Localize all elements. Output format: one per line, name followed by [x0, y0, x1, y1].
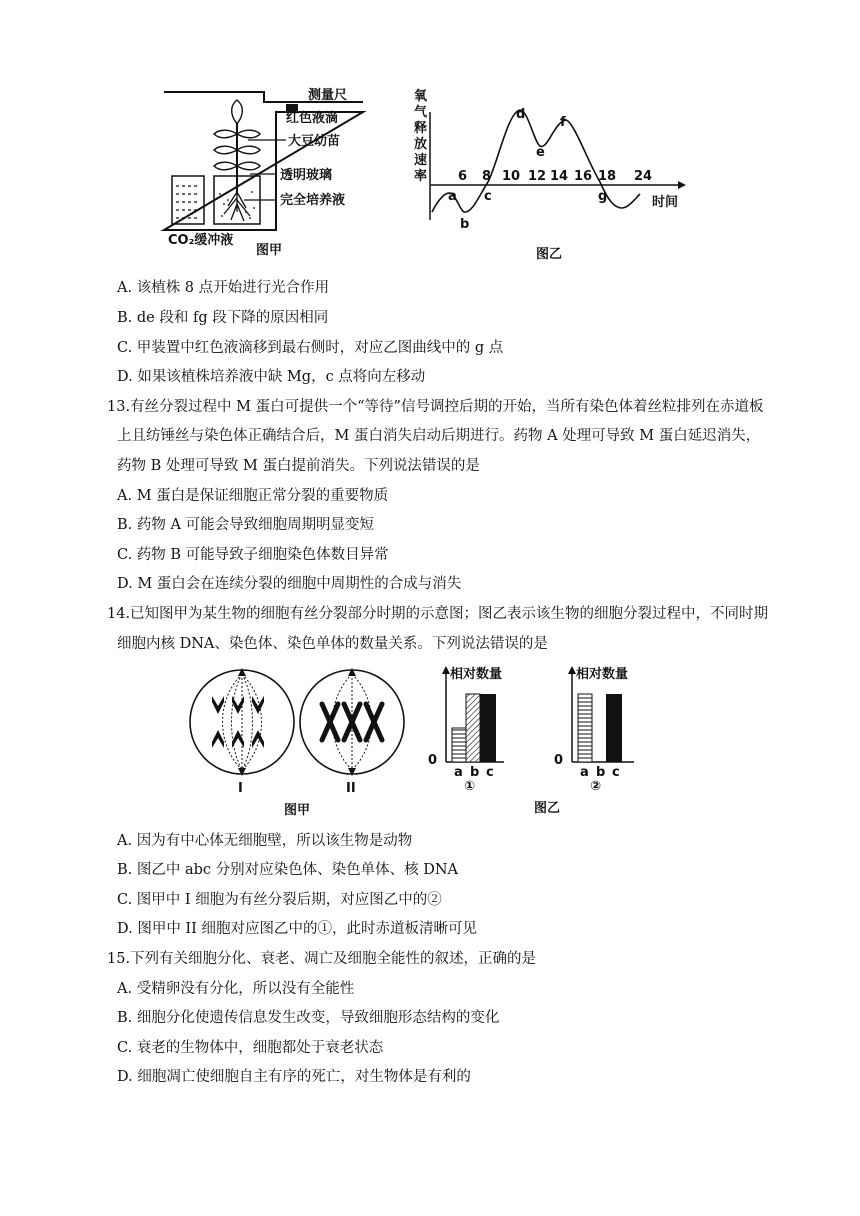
point-b: b [460, 217, 470, 232]
point-f: f [560, 115, 566, 130]
caption-jia: 图甲 [256, 243, 283, 257]
chart2-letter-c: c [612, 765, 620, 780]
tick-10: 10 [502, 169, 521, 184]
yaxis-label [414, 88, 428, 184]
tick-18: 18 [598, 169, 617, 184]
oxygen-curve [432, 110, 640, 212]
chart2-ylabel: 相对数量 [576, 667, 629, 682]
cell-label-ii: II [346, 781, 356, 796]
tick-24: 24 [634, 169, 653, 184]
label-culture: 完全培养液 [280, 193, 346, 208]
label-glass: 透明玻璃 [280, 168, 333, 183]
q13-stem-line-1: 13.有丝分裂过程中 M 蛋白可提供一个“等待”信号调控后期的开始，当所有染色体着丝粒排列在赤道板 [107, 399, 764, 415]
tick-12: 12 [528, 169, 547, 184]
caption-yi: 图乙 [536, 247, 563, 262]
chart1-ylabel: 相对数量 [450, 667, 503, 682]
chart2-letter-b: b [596, 765, 606, 780]
q13-option-d[interactable]: D. M 蛋白会在连续分裂的细胞中周期性的合成与消失 [117, 576, 462, 592]
q13-option-c[interactable]: C. 药物 B 可能导致子细胞染色体数目异常 [117, 547, 389, 563]
q12-option-c[interactable]: C. 甲装置中红色液滴移到最右侧时，对应乙图曲线中的 g 点 [117, 340, 504, 356]
point-g: g [598, 189, 608, 204]
q15-option-a[interactable]: A. 受精卵没有分化，所以没有全能性 [117, 981, 355, 997]
q14-option-d[interactable]: D. 图甲中 II 细胞对应图乙中的①，此时赤道板清晰可见 [117, 921, 477, 937]
q12-option-a[interactable]: A. 该植株 8 点开始进行光合作用 [117, 280, 330, 296]
q14-option-a[interactable]: A. 因为有中心体无细胞壁，所以该生物是动物 [117, 833, 413, 849]
label-buffer: CO₂缓冲液 [168, 233, 234, 248]
q15-option-b[interactable]: B. 细胞分化使遗传信息发生改变，导致细胞形态结构的变化 [117, 1010, 500, 1026]
chart2-zero: 0 [554, 753, 564, 768]
q12-option-b[interactable]: B. de 段和 fg 段下降的原因相同 [117, 310, 329, 326]
chart1-letter-a: a [454, 765, 463, 780]
point-e: e [536, 145, 545, 160]
chart2-bar-a [578, 694, 592, 762]
label-seedling: 大豆幼苗 [288, 134, 341, 149]
q14-stem-line-1: 14.已知图甲为某生物的细胞有丝分裂部分时期的示意图；图乙表示该生物的细胞分裂过程中，不同时期 [107, 606, 769, 622]
chart1-bar-a [452, 728, 466, 762]
label-droplet: 红色液滴 [286, 111, 339, 126]
q14-option-b[interactable]: B. 图乙中 abc 分别对应染色体、染色单体、核 DNA [117, 862, 459, 878]
label-ruler: 测量尺 [308, 88, 348, 103]
chart2-num: ② [590, 779, 602, 794]
point-d: d [516, 107, 526, 122]
q12-option-d[interactable]: D. 如果该植株培养液中缺 Mg，c 点将向左移动 [117, 369, 426, 385]
tick-8: 8 [482, 169, 492, 184]
chart1-num: ① [464, 779, 476, 794]
q13-stem-line-2: 上且纺锤丝与染色体正确结合后，M 蛋白消失启动后期进行。药物 A 处理可导致 M 蛋白延迟消失， [117, 428, 761, 444]
chart1-bar-b [466, 694, 480, 762]
q13-option-a[interactable]: A. M 蛋白是保证细胞正常分裂的重要物质 [117, 488, 389, 504]
svg-text:率: 率 [414, 169, 428, 184]
cell-label-i: I [238, 781, 243, 796]
svg-text:氧: 氧 [414, 89, 428, 104]
svg-text:释: 释 [414, 121, 428, 136]
chart1-letter-c: c [486, 765, 494, 780]
chart2-bar-c [606, 694, 622, 762]
tick-16: 16 [574, 169, 593, 184]
q15-stem: 15.下列有关细胞分化、衰老、凋亡及细胞全能性的叙述，正确的是 [107, 951, 537, 967]
q15-option-d[interactable]: D. 细胞凋亡使细胞自主有序的死亡，对生物体是有利的 [117, 1069, 471, 1085]
figure-q14-bars [424, 660, 674, 820]
q15-option-c[interactable]: C. 衰老的生物体中，细胞都处于衰老状态 [117, 1040, 384, 1056]
svg-text:速: 速 [414, 153, 428, 168]
tick-6: 6 [458, 169, 468, 184]
chart1-zero: 0 [428, 753, 438, 768]
point-c: c [484, 189, 492, 204]
caption-q14-jia: 图甲 [284, 803, 311, 818]
svg-text:放: 放 [414, 137, 428, 152]
cell-one [190, 668, 294, 776]
figure-yi-curve [408, 82, 698, 262]
chart1-bar-c [480, 694, 496, 762]
q14-stem-line-2: 细胞内核 DNA、染色体、染色单体的数量关系。下列说法错误的是 [117, 636, 548, 652]
xaxis-label: 时间 [652, 195, 679, 210]
tick-14: 14 [550, 169, 569, 184]
q13-option-b[interactable]: B. 药物 A 可能会导致细胞周期明显变短 [117, 517, 375, 533]
point-a: a [448, 189, 457, 204]
chart2-letter-a: a [580, 765, 589, 780]
caption-q14-yi: 图乙 [534, 801, 561, 816]
cell-two [300, 668, 404, 776]
chart1-letter-b: b [470, 765, 480, 780]
svg-text:气: 气 [414, 105, 428, 120]
q14-option-c[interactable]: C. 图甲中 I 细胞为有丝分裂后期，对应图乙中的② [117, 892, 442, 908]
q13-stem-line-3: 药物 B 处理可导致 M 蛋白提前消失。下列说法错误的是 [117, 458, 480, 474]
figure-q14-cells [186, 660, 416, 820]
